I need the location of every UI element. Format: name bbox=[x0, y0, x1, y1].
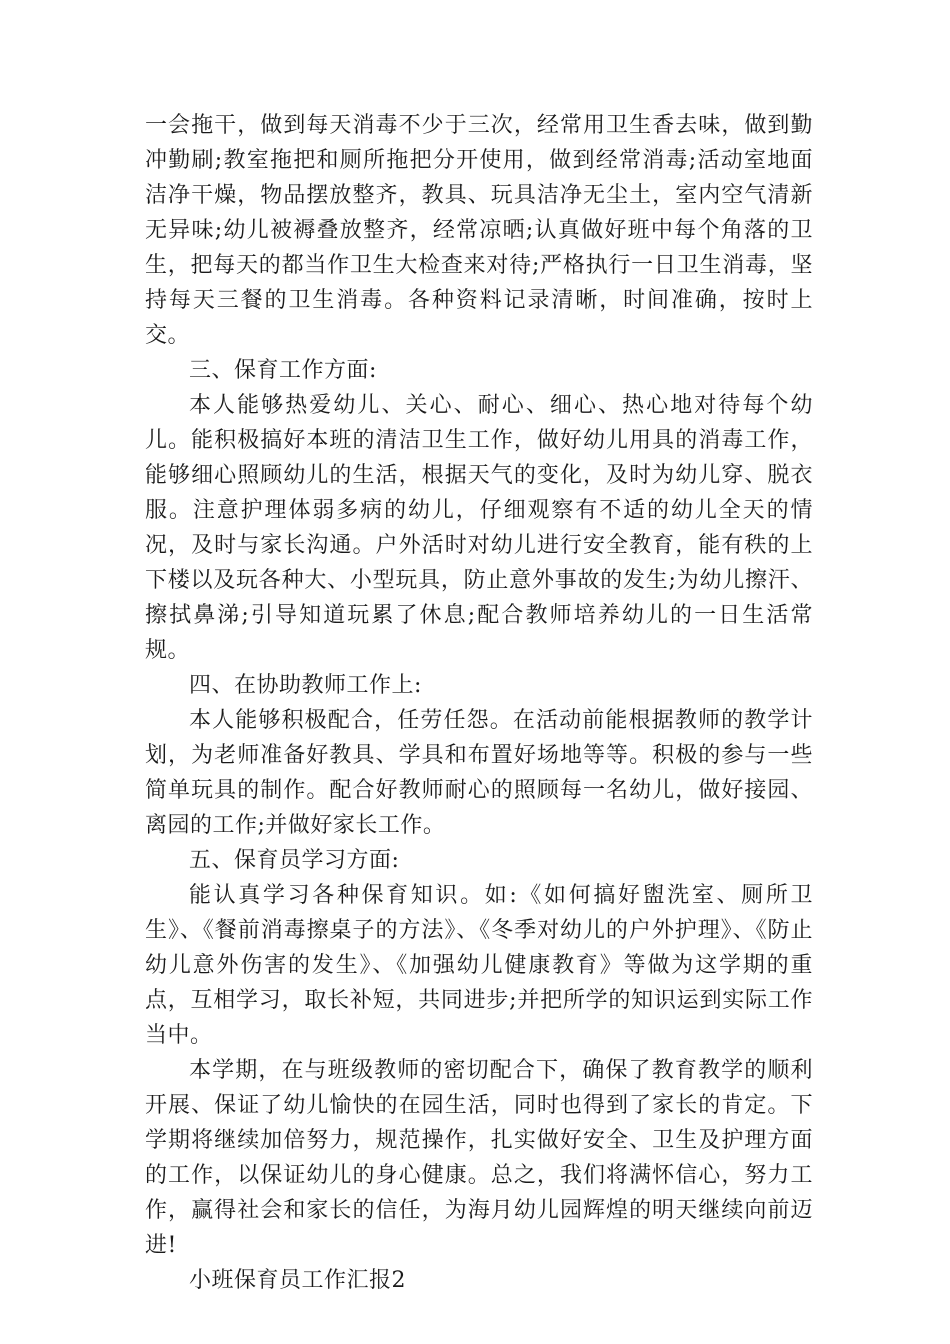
heading-study: 五、保育员学习方面: bbox=[189, 848, 400, 873]
paragraph-childcare-work: 本人能够热爱幼儿、关心、耐心、细心、热心地对待每个幼儿。能积极搞好本班的清洁卫生工作，做好幼儿用具的消毒工作，能够细心照顾幼儿的生活，根据天气的变化，及时为幼儿穿、脱衣服。注意护理体弱多病的幼儿，仔细观察有不适的幼儿全天的情况，及时与家长沟通。户外活时对幼儿进行安全教育，能有秩的上下楼以及玩各种大、小型玩具，防止意外事故的发生;为幼儿擦汗、擦拭鼻涕;引导知道玩累了休息;配合教师培养幼儿的一日生活常规。 bbox=[145, 393, 813, 663]
paragraph-hygiene-continued: 一会拖干，做到每天消毒不少于三次，经常用卫生香去味，做到勤冲勤刷;教室拖把和厕所拖把分开使用，做到经常消毒;活动室地面洁净干燥，物品摆放整齐，教具、玩具洁净无尘土，室内空气清新无异味;幼儿被褥叠放整齐，经常凉晒;认真做好班中每个角落的卫生，把每天的都当作卫生大检查来对待;严格执行一日卫生消毒，坚持每天三餐的卫生消毒。各种资料记录清晰，时间准确，按时上交。 bbox=[145, 113, 813, 348]
paragraph-study: 能认真学习各种保育知识。如:《如何搞好盥洗室、厕所卫生》、《餐前消毒擦桌子的方法》、《冬季对幼儿的户外护理》、《防止幼儿意外伤害的发生》、《加强幼儿健康教育》等做为这学期的重点，互相学习，取长补短，共同进步;并把所学的知识运到实际工作当中。 bbox=[145, 883, 813, 1048]
heading-childcare-work: 三、保育工作方面: bbox=[189, 358, 377, 383]
section-title-report-2: 小班保育员工作汇报2 bbox=[189, 1268, 406, 1293]
heading-assist-teacher: 四、在协助教师工作上: bbox=[189, 673, 422, 698]
paragraph-summary: 本学期，在与班级教师的密切配合下，确保了教育教学的顺利开展、保证了幼儿愉快的在园生活，同时也得到了家长的肯定。下学期将继续加倍努力，规范操作，扎实做好安全、卫生及护理方面的工作，以保证幼儿的身心健康。总之，我们将满怀信心，努力工作，赢得社会和家长的信任，为海月幼儿园辉煌的明天继续向前迈进! bbox=[145, 1058, 813, 1258]
document-page bbox=[145, 108, 813, 1298]
paragraph-assist-teacher: 本人能够积极配合，任劳任怨。在活动前能根据教师的教学计划，为老师准备好教具、学具和布置好场地等等。积极的参与一些简单玩具的制作。配合好教师耐心的照顾每一名幼儿，做好接园、离园的工作;并做好家长工作。 bbox=[145, 708, 813, 838]
